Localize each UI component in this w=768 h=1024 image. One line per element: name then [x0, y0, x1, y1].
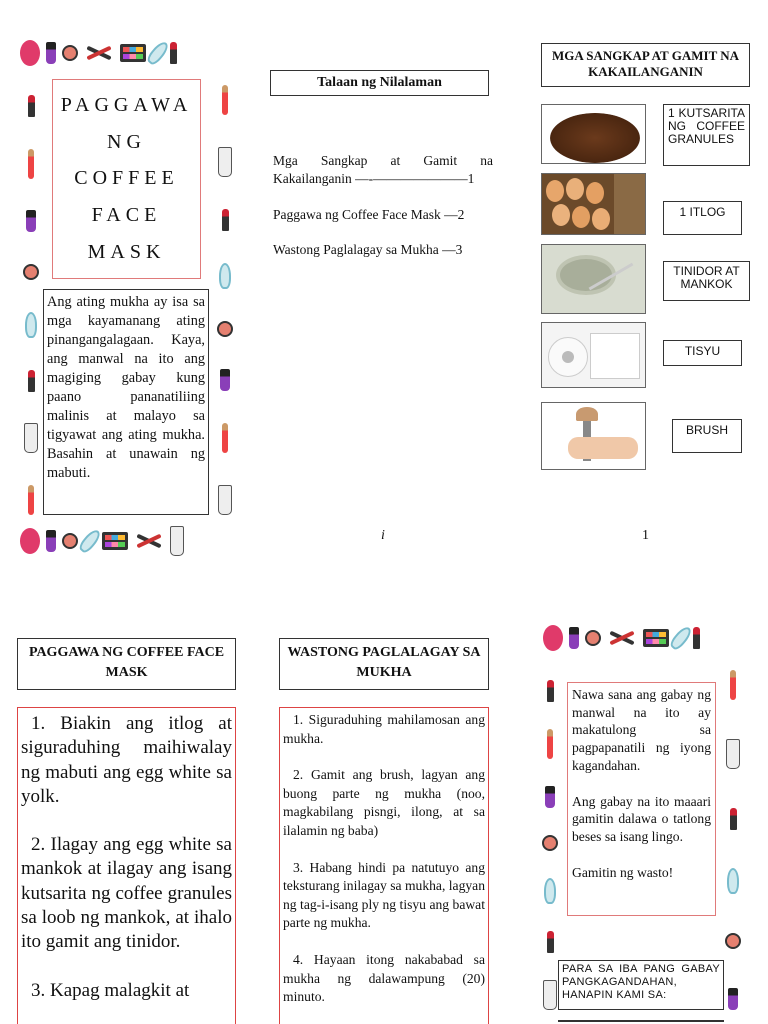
- brush-photo: [541, 402, 646, 470]
- makeup-brush-icon: [28, 485, 34, 515]
- compact-icon: [585, 630, 601, 646]
- nail-polish-icon: [728, 988, 738, 1010]
- tissue-photo: [541, 322, 646, 388]
- making-title: PAGGAWA NG COFFEE FACE MASK: [17, 638, 236, 690]
- cream-tube-icon: [218, 147, 232, 177]
- making-step: 1. Biakin ang itlog at siguraduhing maihiwalay ng mabuti ang egg white sa yolk.: [21, 713, 232, 807]
- applying-step: 4. Hayaan itong nakababad sa mukha ng dalawampung (20) minuto.: [283, 951, 485, 1005]
- back-message: Nawa sana ang gabay ng manwal na ito ay makatulong sa pagpapanatili ng iyong kagandahan.: [572, 687, 711, 773]
- applying-step: 3. Habang hindi pa natutuyo ang teksturang inilagay sa mukha, lagyan ng tag-i-isang ply ng tisyu ang bawat parte ng mukha.: [283, 859, 485, 931]
- back-message-box: [567, 682, 716, 916]
- cover-title-line: PAGGAWA: [60, 93, 193, 116]
- cover-intro-text: Ang ating mukha ay isa sa mga kayamanang ating pinangangalagaan. Kaya, ang manwal na ito ang magiging gabay kung paano pananatiliing malinis at malayo sa tigyawat ang ating mukha. Basahin at unawain ng mabuti.: [43, 289, 209, 515]
- ingredient-label: TINIDOR AT MANKOK: [663, 261, 750, 301]
- hand-mirror-icon: [145, 39, 171, 67]
- eyeshadow-palette-icon: [643, 629, 669, 647]
- toc-item: Mga Sangkap at Gamit na Kakailanganin —-———————1: [273, 153, 493, 186]
- compact-icon: [725, 933, 741, 949]
- applying-step: 1. Siguraduhing mahilamosan ang mukha.: [283, 712, 485, 746]
- applying-step: 2. Gamit ang brush, lagyan ang buong parte ng mukha (noo, magkabilang pisngi, ilong, at sa ilalamin ng baba): [283, 767, 485, 838]
- perfume-icon: [20, 40, 40, 66]
- applying-title: WASTONG PAGLALAGAY SA MUKHA: [279, 638, 489, 690]
- lipstick-icon: [170, 42, 177, 64]
- lipstick-icon: [222, 209, 229, 231]
- making-step: 2. Ilagay ang egg white sa mankok at ilagay ang isang kutsarita ng coffee granules sa loob ng mankok, at ihalo ito gamit ang tinidor.: [21, 834, 232, 953]
- eyeshadow-palette-icon: [120, 44, 146, 62]
- lipstick-crossed-icon: [134, 533, 164, 549]
- hand-mirror-icon: [25, 312, 37, 338]
- cover-title-line: FACE: [91, 204, 162, 227]
- compact-icon: [542, 835, 558, 851]
- hand-mirror-icon: [544, 878, 556, 904]
- making-step: 3. Kapag malagkit at: [31, 979, 190, 1001]
- lipstick-icon: [28, 370, 35, 392]
- cream-tube-icon: [170, 526, 184, 556]
- lipstick-icon: [28, 95, 35, 117]
- cover-title-line: COFFEE: [74, 167, 179, 190]
- lipstick-crossed-icon: [607, 630, 637, 646]
- makeup-brush-icon: [730, 670, 736, 700]
- lipstick-crossed-icon: [84, 45, 114, 61]
- toc-title: Talaan ng Nilalaman: [270, 70, 489, 96]
- eyeshadow-palette-icon: [102, 532, 128, 550]
- lipstick-icon: [730, 808, 737, 830]
- cosmetics-border-right: [214, 85, 236, 515]
- fork-bowl-photo: [541, 244, 646, 314]
- cream-tube-icon: [218, 485, 232, 515]
- hand-mirror-icon: [727, 868, 739, 894]
- divider: [558, 1020, 724, 1022]
- cream-tube-icon: [543, 980, 557, 1010]
- making-steps: [17, 707, 236, 1024]
- lipstick-icon: [693, 627, 700, 649]
- ingredient-label: 1 ITLOG: [663, 201, 742, 235]
- compact-icon: [62, 45, 78, 61]
- toc-item: Paggawa ng Coffee Face Mask —2: [273, 207, 465, 222]
- cosmetics-border-left: [20, 95, 42, 515]
- toc-item: Wastong Paglalagay sa Mukha —3: [273, 242, 463, 257]
- more-guides-box: PARA SA IBA PANG GABAY PANGKAGANDAHAN, HANAPIN KAMI SA:: [558, 960, 724, 1010]
- nail-polish-icon: [545, 786, 555, 808]
- hand-mirror-icon: [77, 527, 103, 555]
- ingredients-title: MGA SANGKAP AT GAMIT NA KAKAILANGANIN: [541, 43, 750, 87]
- lipstick-icon: [547, 680, 554, 702]
- cosmetics-border-top: [20, 40, 177, 66]
- ingredient-label: BRUSH: [672, 419, 742, 453]
- lipstick-icon: [547, 931, 554, 953]
- coffee-granules-photo: [541, 104, 646, 164]
- applying-steps: [279, 707, 489, 1024]
- back-message: Gamitin ng wasto!: [572, 864, 674, 880]
- nail-polish-icon: [220, 369, 230, 391]
- cover-title-line: MASK: [87, 241, 166, 264]
- nail-polish-icon: [26, 210, 36, 232]
- cover-title-box: [52, 79, 201, 279]
- cosmetics-border-left: [543, 680, 557, 1010]
- page-number: i: [381, 528, 385, 543]
- compact-icon: [62, 533, 78, 549]
- compact-icon: [217, 321, 233, 337]
- nail-polish-icon: [569, 627, 579, 649]
- nail-polish-icon: [46, 530, 56, 552]
- back-message: Ang gabay na ito maaari gamitin dalawa o tatlong beses sa isang lingo.: [572, 793, 711, 844]
- makeup-brush-icon: [547, 729, 553, 759]
- ingredient-label: TISYU: [663, 340, 742, 366]
- perfume-icon: [20, 528, 40, 554]
- makeup-brush-icon: [28, 149, 34, 179]
- cover-title-line: NG: [107, 130, 146, 153]
- page-number: 1: [642, 528, 649, 543]
- perfume-icon: [543, 625, 563, 651]
- eggs-photo: [541, 173, 646, 235]
- compact-icon: [23, 264, 39, 280]
- cosmetics-border-bottom: [20, 526, 184, 556]
- makeup-brush-icon: [222, 85, 228, 115]
- cosmetics-border-right: [726, 670, 740, 1010]
- ingredient-label: 1 KUTSARITA NG COFFEE GRANULES: [663, 104, 750, 166]
- hand-mirror-icon: [668, 624, 694, 652]
- cream-tube-icon: [726, 739, 740, 769]
- cream-tube-icon: [24, 423, 38, 453]
- nail-polish-icon: [46, 42, 56, 64]
- makeup-brush-icon: [222, 423, 228, 453]
- hand-mirror-icon: [219, 263, 231, 289]
- cosmetics-border-top: [543, 625, 700, 651]
